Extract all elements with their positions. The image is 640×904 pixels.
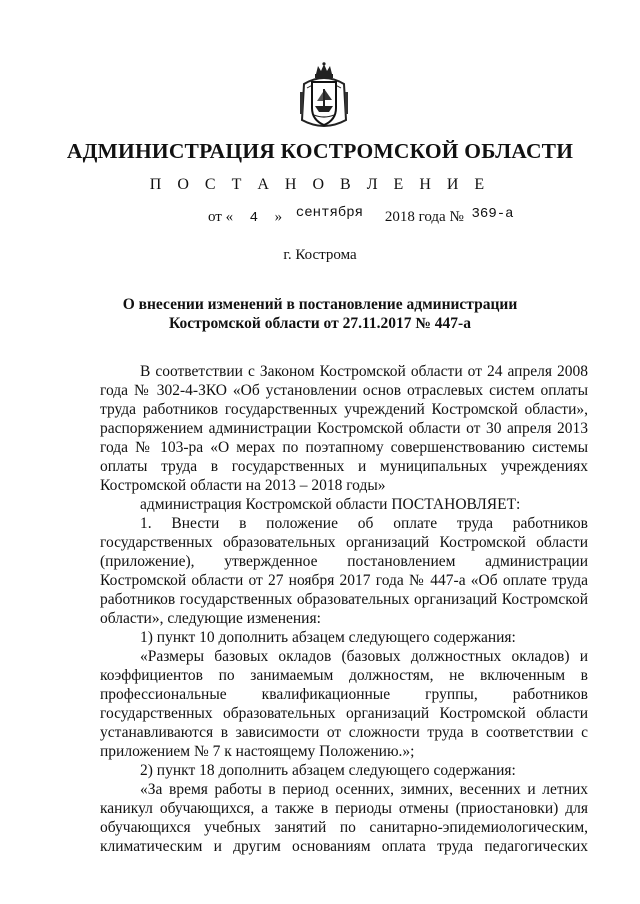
paragraph-basis: В соответствии с Законом Костромской области от 24 апреля 2008 года № 302-4-ЗКО «Об установлении основ отраслевых систем оплаты труда работников государственных учреждений Костромской области», распоряжением администрации Костромской области от 30 апреля 2013 года № 103-ра «О мерах по поэтапному совершенствованию системы оплаты труда в государственных и муниципальных учреждениях Костромской области на 2013 – 2018 годы» [100, 363, 588, 494]
paragraph-quote-1: «Размеры базовых окладов (базовых должностных окладов) и коэффициентов по занимаемым должностям, не включенным в профессиональные квалификационные группы, работников государственных образовательных организаций Костромской области устанавливаются в зависимости от сложности труда в соответствии с приложением № 7 к настоящему Положению.»; [100, 648, 588, 760]
date-month: сентября [295, 205, 364, 221]
document-body [100, 362, 588, 856]
document-date-line [208, 205, 514, 226]
date-year-number-label: 2018 года № [384, 209, 464, 225]
paragraph-item-1: 1. Внести в положение об оплате труда работников государственных образовательных организаций Костромской области (приложение), утвержденное постановлением администрации Костромской области от 27 ноября 2017 года № 447-а «Об оплате труда работников государственных образовательных организаций Костромской области», следующие изменения: [100, 515, 588, 627]
paragraph-subitem-2: 2) пункт 18 дополнить абзацем следующего содержания: [140, 762, 516, 779]
coat-of-arms-emblem [298, 62, 350, 132]
paragraph-quote-2: «За время работы в период осенних, зимних, весенних и летних каникул обучающихся, а также в периоды отмены (приостановки) для обучающихся учебных занятий по санитарно-эпидемиологическим, климатическим и другим основаниям оплата труда педагогических [100, 781, 588, 855]
date-prefix: от « [208, 209, 234, 225]
subject-line-2: Костромской области от 27.11.2017 № 447-а [169, 315, 471, 332]
organization-title: АДМИНИСТРАЦИЯ КОСТРОМСКОЙ ОБЛАСТИ [66, 139, 574, 163]
document-subject [100, 295, 540, 333]
paragraph-resolves: администрация Костромской области ПОСТАНОВЛЯЕТ: [140, 496, 521, 513]
document-number: 369-а [471, 206, 514, 222]
date-day-close: » [274, 209, 283, 225]
document-type: П О С Т А Н О В Л Е Н И Е [149, 176, 491, 193]
city-name: г. Кострома [283, 247, 357, 263]
date-day: 4 [249, 210, 259, 226]
subject-line-1: О внесении изменений в постановление администрации [122, 296, 518, 313]
paragraph-subitem-1: 1) пункт 10 дополнить абзацем следующего содержания: [140, 629, 516, 646]
